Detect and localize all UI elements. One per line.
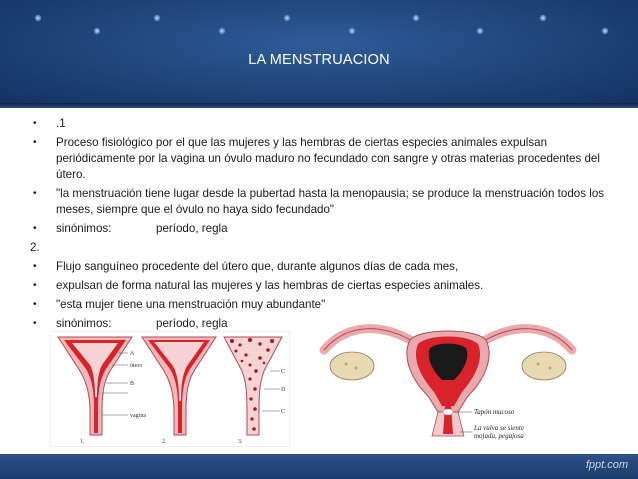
caption-3: 3. [238,439,243,445]
bullet-icon: • [33,188,37,199]
bullet-icon: • [33,118,37,129]
label-vulva-1: La vulva se siente [474,424,524,432]
synonyms-value: período, regla [156,317,228,330]
label-tapon-mucoso: Tapón mucoso [474,408,515,416]
bullet-text: "la menstruación tiene lugar desde la pubertad hasta la menopausia; se produce la menstruación todos los meses, siempre que el óvulo no haya sido fecundado" [56,187,605,216]
bullet-item [30,297,610,313]
label-d: D [281,387,286,393]
bullet-icon: • [33,318,37,329]
decorative-dots [0,0,638,42]
uterus-phases-illustration [50,331,290,447]
synonyms-label: sinónimos: [56,222,112,235]
bullet-text: .1 [56,117,66,130]
bullet-item [30,259,610,275]
bullet-text: "esta mujer tiene una menstruación muy abundante" [56,298,326,311]
slide-footer [0,454,638,479]
bullet-text: expulsan de forma natural las mujeres y las hembras de ciertas especies animales. [56,279,484,292]
bullet-icon: • [33,137,37,148]
label-c2: C [281,409,286,415]
bullet-item [30,186,610,218]
synonyms-item [30,221,610,237]
bullet-item [30,135,610,183]
label-c: C [281,369,286,375]
caption-1: 1. [80,439,85,445]
bullet-icon: • [33,299,37,310]
mucus-plug [443,409,453,415]
slide-content [30,116,610,335]
label-a: A [130,351,135,357]
label-vagina: vagina [130,413,146,419]
ovary-right [522,352,566,380]
slide-header [0,0,638,108]
reproductive-system-illustration [318,316,578,454]
synonyms-value: período, regla [156,222,228,235]
synonyms-label: sinónimos: [56,317,112,330]
bullet-text: Proceso fisiológico por el que las mujeres y las hembras de ciertas especies animales expulsan periódicamente por la vagina un óvulo maduro no fecundado con sangre y otras materias procedentes del útero. [56,136,600,181]
bullet-text: Flujo sanguíneo procedente del útero que, durante algunos días de cada mes, [56,260,459,273]
label-b: B [130,381,135,387]
section-number: 2. [30,241,40,254]
bullet-item [30,116,610,132]
brand-watermark: fppt.com [585,459,628,471]
caption-2: 2. [162,439,167,445]
bullet-icon: • [33,280,37,291]
synonyms-line [56,221,610,237]
slide-title: LA MENSTRUACION [248,52,390,68]
label-vulva-2: mojada, pegajosa [474,432,524,440]
label-utero: útero [130,363,143,369]
ovary-left [330,352,374,380]
header-divider [0,103,638,108]
bullet-item [30,278,610,294]
bullet-icon: • [33,223,37,234]
bullet-icon: • [33,261,37,272]
